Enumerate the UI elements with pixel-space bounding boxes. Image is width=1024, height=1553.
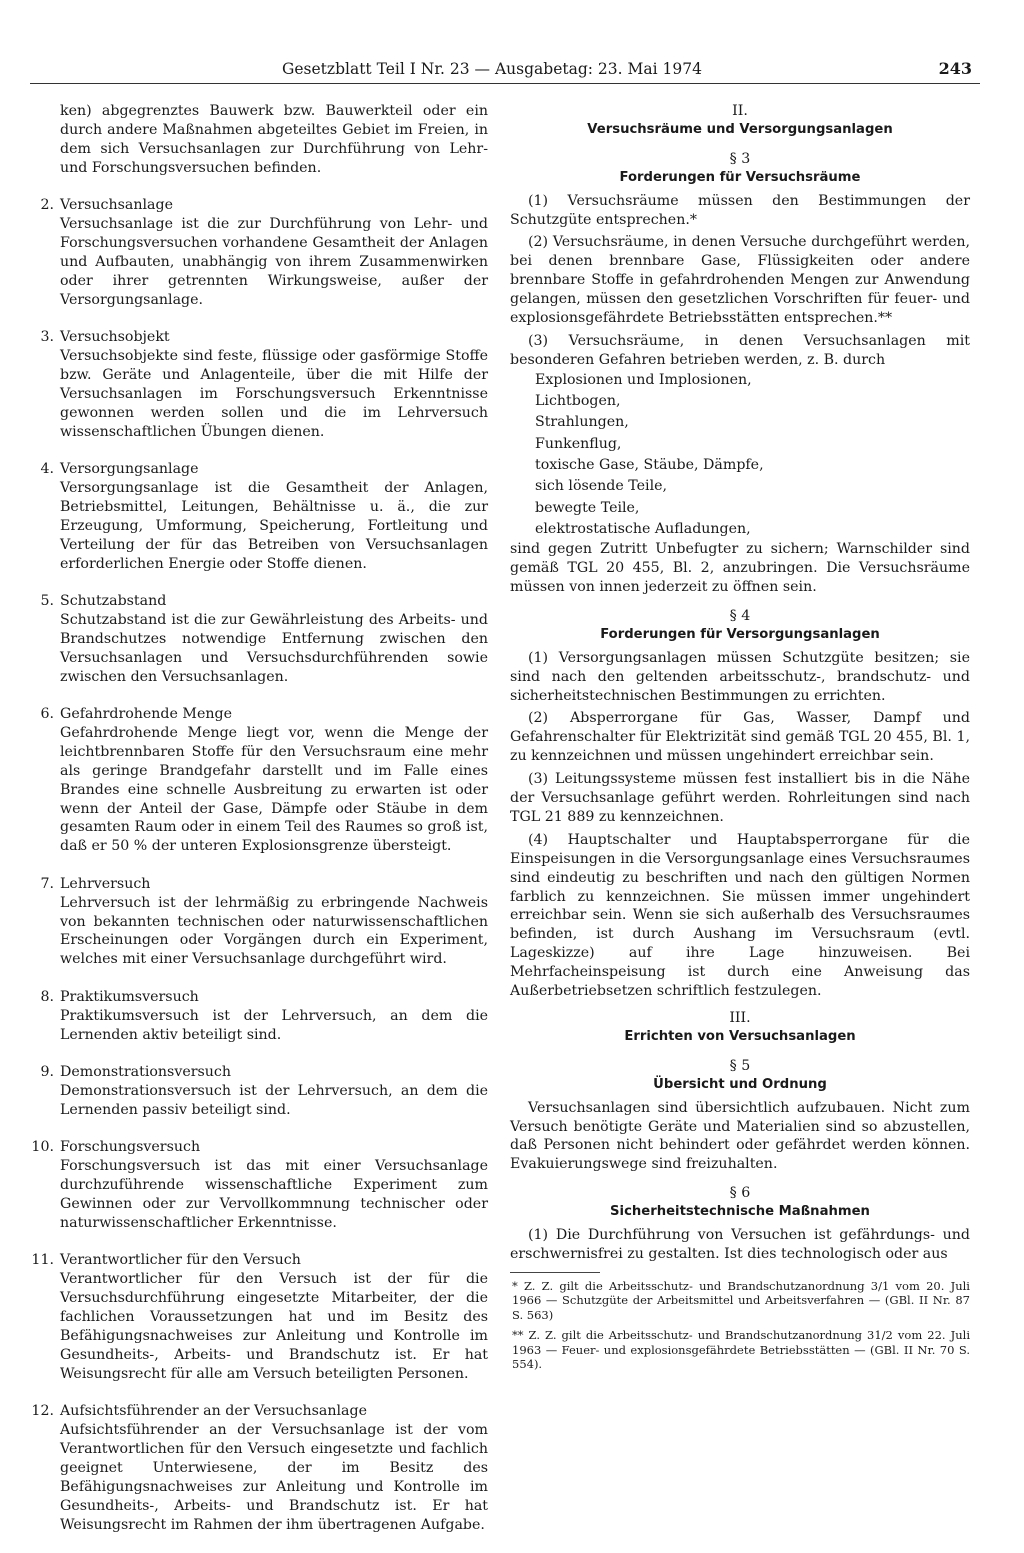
definition-item	[40, 196, 488, 309]
definition-text: Versuchsobjekte sind feste, flüssige oder gasförmige Stoffe bzw. Geräte und Anlagenteile, über die mit Hilfe der Versuchsanlagen im Forschungsversuch Erkenntnisse gewonnen werden sollen und die im Lehrversuch wissenschaftlichen Übungen dienen.	[60, 347, 488, 440]
definition-term: Versorgungsanlage	[60, 461, 199, 477]
definition-term: Aufsichtsführender an der Versuchsanlage	[60, 1403, 367, 1420]
page-header	[282, 58, 982, 80]
definition-term: Versuchsobjekt	[60, 329, 170, 346]
hazard-list-item: Lichtbogen,	[535, 393, 621, 410]
hazard-list-item: sich lösende Teile,	[535, 478, 668, 495]
footnote-rule	[510, 1272, 600, 1273]
hazard-list-item: Funkenflug,	[535, 435, 622, 452]
paragraph: (4) Hauptschalter und Hauptabsperrorgane für die Einspeisungen in die Versorgungsanlage eines Versuchsraumes sind eindeutig zu beschriften und nach den gültigen Normen farblich zu kennzeichnen. Sie müssen immer ungehindert erreichbar sein. Wenn sie sich außerhalb des Versuchsraumes befinden, ist durch Aushang im Versuchsraum (evtl. Lageskizze) auf ihre Lage hinzuweisen. Bei Mehrfacheinspeisung ist durch eine Anweisung das Außerbetriebsetzen schriftlich festzulegen.	[510, 831, 970, 1000]
hazard-list-item: Strahlungen,	[535, 414, 629, 431]
paragraph: (3) Versuchsräume, in denen Versuchsanlagen mit besonderen Gefahren betrieben werden, z. B. durch	[510, 332, 970, 368]
header-title: Gesetzblatt Teil I Nr. 23 — Ausgabetag: 23. Mai 1974	[282, 60, 702, 78]
paragraph: (1) Versorgungsanlagen müssen Schutzgüte besitzen; sie sind nach den geltenden arbeitsschutz-, brandschutz- und sicherheitstechnischen Bestimmungen zu errichten.	[510, 649, 970, 704]
definition-term: Forschungsversuch	[60, 1139, 201, 1156]
left-column	[31, 102, 488, 1553]
definition-text: Versorgungsanlage ist die Gesamtheit der Anlagen, Betriebsmittel, Leitungen, Behältnisse u. ä., die zur Erzeugung, Umformung, Speicherung, Fortleitung und Verteilung der für das Betreiben von Versuchsanlagen erforderlichen Energie oder Stoffe dienen.	[60, 479, 488, 572]
definition-number: 7.	[40, 875, 54, 892]
definition-item	[31, 1138, 488, 1233]
definition-item	[40, 460, 488, 573]
section-title: Forderungen für Versorgungsanlagen	[600, 626, 880, 642]
definition-item	[40, 592, 488, 687]
definition-text: Gefahrdrohende Menge liegt vor, wenn die Menge der leichtbrennbaren Stoffe für den Versuchsraum eine mehr als geringe Brandgefahr darstellt und im Falle eines Brandes eine schnelle Ausbreitung zu erwarten ist oder wenn der Anteil der Gase, Dämpfe oder Stäube in dem gesamten Raum oder in einem Teil des Raumes so groß ist, daß er 50 % der unteren Explosionsgrenze übersteigt.	[60, 724, 488, 855]
definition-number: 3.	[40, 329, 54, 346]
definition-text: Versuchsanlage ist die zur Durchführung von Lehr- und Forschungsversuchen vorhandene Gesamtheit der Anlagen und Aufbauten, unabhängig von ihrem Zusammenwirken oder ihrer getrennten Wirkungsweise, außer der Versorgungsanlage.	[60, 216, 488, 308]
hazard-list-item: toxische Gase, Stäube, Dämpfe,	[535, 456, 764, 473]
definition-item	[31, 1402, 488, 1534]
definition-text: Aufsichtsführender an der Versuchsanlage ist der vom Verantwortlichen für den Versuch eingesetzte und fachlich geeignet Unterwiesene, der im Besitz des Befähigungsnachweises zur Anleitung und Kontrolle im Gesundheits-, Arbeits- und Brandschutz ist. Er hat Weisungsrecht im Rahmen der ihm übertragenen Aufgabe.	[60, 1421, 488, 1533]
section-title: Sicherheitstechnische Maßnahmen	[610, 1204, 870, 1220]
definition-item	[40, 705, 488, 856]
definition-term: Lehrversuch	[60, 875, 151, 892]
definition-term: Verantwortlicher für den Versuch	[60, 1252, 301, 1269]
definition-term: Gefahrdrohende Menge	[60, 705, 232, 722]
definition-text: Praktikumsversuch ist der Lehrversuch, an dem die Lernenden aktiv beteiligt sind.	[60, 1007, 488, 1043]
definition-text: Demonstrationsversuch ist der Lehrversuch, an dem die Lernenden passiv beteiligt sind.	[60, 1082, 488, 1118]
definition-continuation	[60, 102, 488, 178]
section-number: § 5	[729, 1057, 751, 1074]
paragraph: (2) Absperrorgane für Gas, Wasser, Dampf und Gefahrenschalter für Elektrizität sind gemäß TGL 20 455, Bl. 1, zu kennzeichnen und müssen ungehindert erreichbar sein.	[510, 710, 970, 765]
definition-item	[31, 1251, 488, 1383]
definition-number: 8.	[40, 988, 54, 1005]
definition-item	[40, 988, 488, 1045]
definition-number: 4.	[40, 461, 54, 477]
definition-text: Forschungsversuch ist das mit einer Versuchsanlage durchzuführende wissenschaftliche Experiment zum Gewinnen oder zur Vervollkommnung technischer oder naturwissenschaftlicher Erkenntnisse.	[60, 1158, 488, 1231]
part-title: Versuchsräume und Versorgungsanlagen	[587, 121, 893, 137]
part-number: II.	[732, 103, 748, 119]
definition-item	[40, 1063, 488, 1120]
paragraph: (1) Die Durchführung von Versuchen ist gefährdungs- und erschwernisfrei zu gestalten. Ist dies technologisch oder aus	[510, 1227, 970, 1262]
paragraph: (3) Leitungssysteme müssen fest installiert bis in die Nähe der Versuchsanlage geführt werden. Rohrleitungen sind nach TGL 21 889 zu kennzeichnen.	[510, 771, 970, 825]
definition-number: 10.	[31, 1139, 54, 1156]
hazard-list-item: Explosionen und Implosionen,	[535, 371, 752, 388]
definition-text: Schutzabstand ist die zur Gewährleistung des Arbeits- und Brandschutzes notwendige Entfernung zwischen den Versuchsanlagen und Versuchsdurchführenden sowie zwischen den Versuchsanlagen.	[60, 611, 488, 685]
definition-number: 6.	[40, 705, 54, 722]
paragraph: (2) Versuchsräume, in denen Versuche durchgeführt werden, bei denen brennbare Gase, Flüssigkeiten oder andere brennbare Stoffe in gefahrdrohenden Mengen zur Anwendung gelangen, müssen den gesetzlichen Vorschriften für feuer- und explosionsgefährdete Betriebsstätten entsprechen.**	[510, 234, 970, 327]
section-title: Forderungen für Versuchsräume	[619, 169, 861, 185]
footnote: ** Z. Z. gilt die Arbeitsschutz- und Brandschutzanordnung 31/2 vom 22. Juli 1963 — Feuer- und explosionsgefährdete Betriebsstätten — (GBl. II Nr. 70 S. 554).	[512, 1328, 970, 1372]
definition-number: 12.	[31, 1403, 54, 1420]
definition-term: Praktikumsversuch	[60, 988, 199, 1005]
paragraph: (1) Versuchsräume müssen den Bestimmungen der Schutzgüte entsprechen.*	[510, 192, 970, 228]
right-column	[510, 102, 970, 1378]
part-number: III.	[729, 1010, 751, 1026]
definition-list	[31, 196, 488, 1534]
section-number: § 4	[729, 607, 751, 624]
section-number: § 3	[729, 150, 751, 167]
definition-term: Schutzabstand	[60, 592, 167, 609]
definition-item	[40, 328, 488, 441]
definition-text: Lehrversuch ist der lehrmäßig zu erbringende Nachweis von bekannten technischen oder naturwissenschaftlichen Erscheinungen oder Vorgängen durch ein Experiment, welches mit einer Versuchsanlage durchgeführt wird.	[60, 894, 488, 968]
definition-term: Demonstrationsversuch	[60, 1063, 232, 1080]
definition-term: Versuchsanlage	[60, 197, 173, 214]
definition-number: 11.	[31, 1252, 54, 1269]
page-number: 243	[938, 59, 972, 78]
hazard-list-item: elektrostatische Aufladungen,	[535, 520, 751, 537]
part-title: Errichten von Versuchsanlagen	[624, 1028, 856, 1044]
hazard-list-item: bewegte Teile,	[535, 499, 640, 516]
section-number: § 6	[729, 1185, 751, 1202]
paragraph: sind gegen Zutritt Unbefugter zu sichern; Warnschilder sind gemäß TGL 20 455, Bl. 2, anzubringen. Die Versuchsräume müssen von innen jederzeit zu öffnen sein.	[510, 541, 970, 595]
continuation-text: ken) abgegrenztes Bauwerk bzw. Bauwerkteil oder ein durch andere Maßnahmen abgeteiltes Gebiet im Freien, in dem sich Versuchsanlagen zur Durchführung von Lehr- und Forschungsversuchen befinden.	[60, 103, 488, 176]
definition-item	[40, 875, 488, 970]
definition-number: 5.	[40, 592, 54, 609]
footnote: * Z. Z. gilt die Arbeitsschutz- und Brandschutzanordnung 3/1 vom 20. Juli 1966 — Schutzgüte der Arbeitsmittel und Arbeitsverfahren — (GBl. II Nr. 87 S. 563)	[512, 1278, 970, 1322]
hazard-list	[510, 370, 970, 540]
paragraph: Versuchsanlagen sind übersichtlich aufzubauen. Nicht zum Versuch benötigte Geräte und Materialien sind so abzustellen, daß Personen nicht behindert oder gefährdet werden können. Evakuierungswege sind freizuhalten.	[510, 1099, 970, 1173]
definition-number: 2.	[40, 197, 54, 214]
definition-number: 9.	[40, 1063, 54, 1080]
section-title: Übersicht und Ordnung	[653, 1076, 827, 1092]
header-rule	[30, 83, 980, 84]
definition-text: Verantwortlicher für den Versuch ist der für die Versuchsdurchführung eingesetzte Mitarbeiter, der die fachlichen Voraussetzungen hat und im Besitz des Befähigungsnachweises zur Anleitung und Kontrolle im Gesundheits-, Arbeits- und Brandschutz ist. Er hat Weisungsrecht für alle am Versuch beteiligten Personen.	[60, 1271, 488, 1382]
